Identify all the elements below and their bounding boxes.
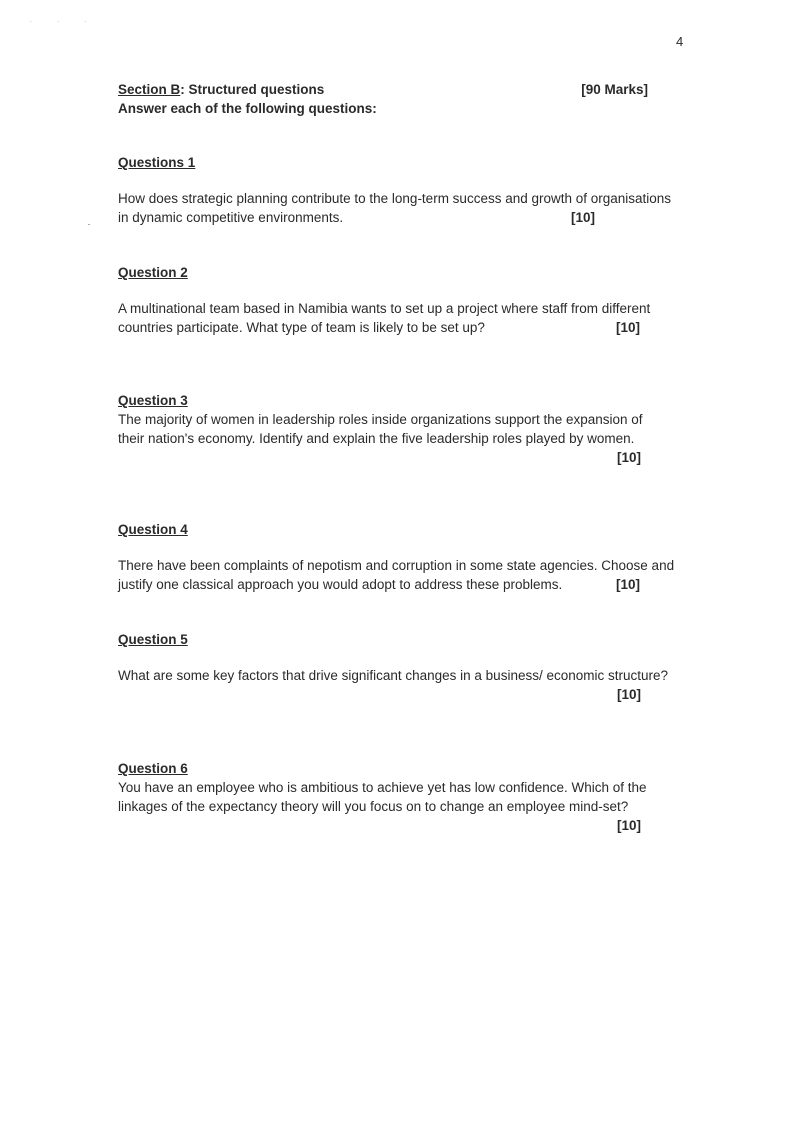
question-line: There have been complaints of nepotism and corruption in some state agencies. Choose and <box>118 558 675 573</box>
question-marks: [10] <box>616 450 641 465</box>
question-line-row <box>118 318 690 337</box>
question-marks: [10] <box>616 818 641 833</box>
question-line: their nation's economy. Identify and explain the five leadership roles played by women. <box>118 431 635 446</box>
question-text <box>118 189 690 227</box>
question-heading: Question 4 <box>118 522 188 537</box>
question-line: countries participate. What type of team is likely to be set up? <box>118 320 485 335</box>
question-marks: [10] <box>571 210 596 225</box>
question-text <box>118 778 690 816</box>
section-title-rest: : Structured questions <box>180 82 325 97</box>
section-title <box>118 80 324 99</box>
section-instruction: Answer each of the following questions: <box>118 101 377 116</box>
question-line: linkages of the expectancy theory will you focus on to change an employee mind-set? <box>118 799 629 814</box>
section-header <box>118 80 648 118</box>
section-title-prefix: Section B <box>118 82 181 97</box>
question-heading: Question 2 <box>118 265 188 280</box>
question-6 <box>118 759 690 835</box>
question-text <box>118 410 690 448</box>
question-line: A multinational team based in Namibia wants to set up a project where staff from different <box>118 301 651 316</box>
question-heading: Questions 1 <box>118 155 196 170</box>
page-number: 4 <box>676 34 684 49</box>
scan-speck <box>88 224 90 225</box>
question-4 <box>118 520 690 594</box>
scan-specks: . . . <box>30 18 99 24</box>
question-line: What are some key factors that drive significant changes in a business/ economic structure? <box>118 668 669 683</box>
section-marks: [90 Marks] <box>581 82 648 97</box>
question-2 <box>118 263 690 337</box>
question-1 <box>118 153 690 227</box>
question-line: How does strategic planning contribute to the long-term success and growth of organisations <box>118 191 672 206</box>
question-line-row <box>118 575 690 594</box>
question-line: in dynamic competitive environments. <box>118 210 344 225</box>
question-marks: [10] <box>616 687 641 702</box>
question-line: You have an employee who is ambitious to achieve yet has low confidence. Which of the <box>118 780 647 795</box>
question-heading: Question 6 <box>118 761 188 776</box>
question-heading: Question 3 <box>118 393 188 408</box>
question-3 <box>118 391 690 467</box>
question-line-row <box>118 208 690 227</box>
question-text <box>118 299 690 337</box>
question-text <box>118 556 690 594</box>
question-text <box>118 666 690 685</box>
question-line: justify one classical approach you would adopt to address these problems. <box>118 577 563 592</box>
question-line: The majority of women in leadership roles inside organizations support the expansion of <box>118 412 643 427</box>
question-5 <box>118 630 690 704</box>
question-marks: [10] <box>616 320 641 335</box>
question-heading: Question 5 <box>118 632 188 647</box>
question-marks: [10] <box>616 577 641 592</box>
